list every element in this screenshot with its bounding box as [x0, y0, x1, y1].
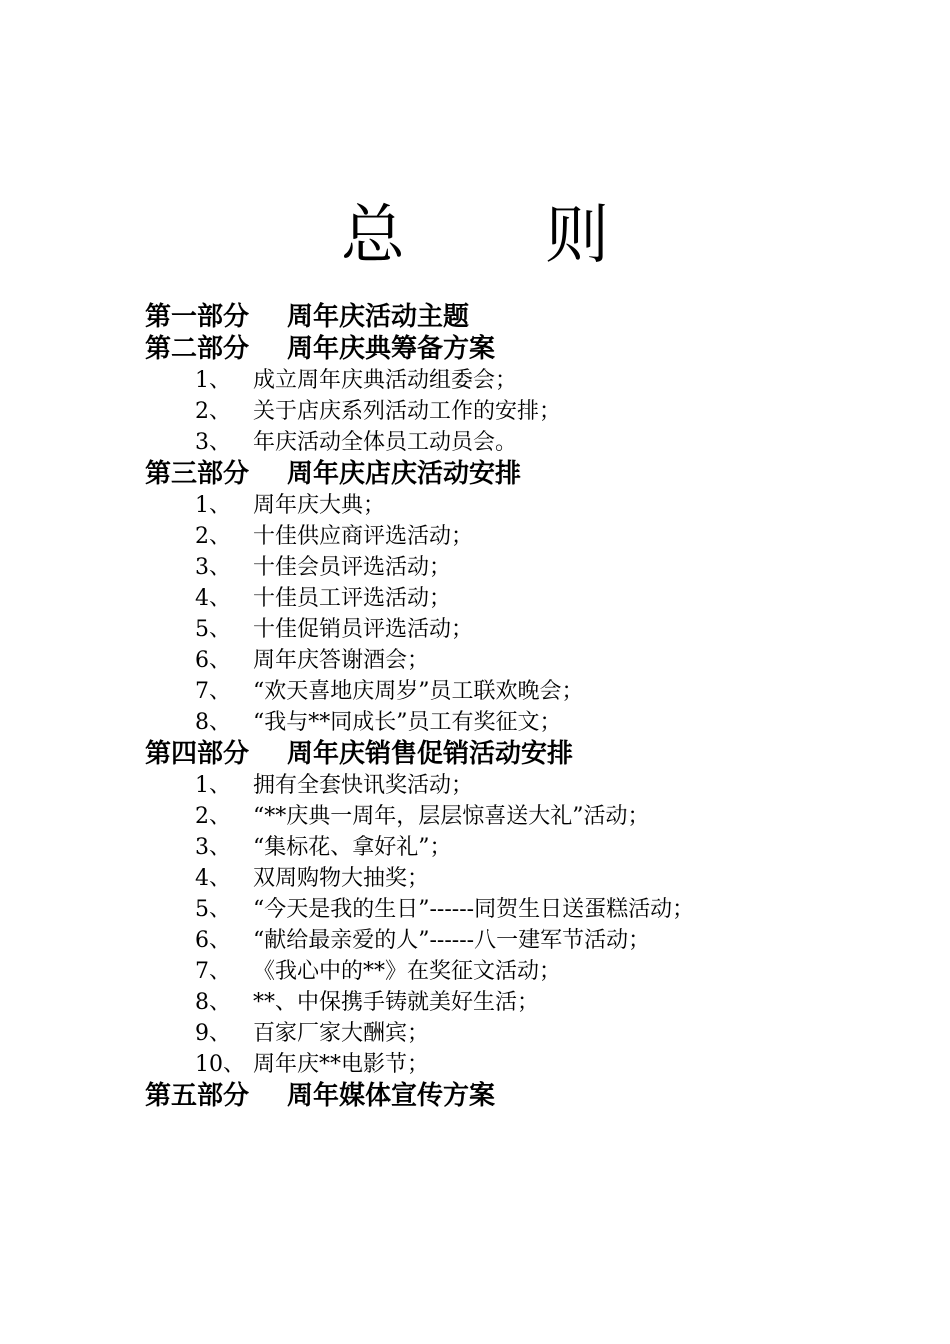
section-title: 周年庆店庆活动安排: [287, 459, 522, 489]
list-item-text: “集标花、拿好礼”；: [253, 835, 452, 860]
list-item-number: 9、: [195, 1021, 231, 1046]
list-item-text: 《我心中的**》在奖征文活动；: [253, 959, 562, 984]
list-item: [145, 427, 865, 458]
list-item-text: “**庆典一周年，层层惊喜送大礼”活动；: [253, 804, 650, 829]
list-item-text: 十佳员工评选活动；: [253, 586, 452, 611]
toc-section: [145, 738, 865, 1080]
section-title: 周年媒体宣传方案: [287, 1081, 496, 1111]
list-item: [145, 987, 865, 1018]
section-item-list: [145, 770, 865, 1080]
list-item-number: 2、: [195, 804, 231, 829]
list-item: [145, 583, 865, 614]
list-item-text: 拥有全套快讯奖活动；: [253, 773, 474, 798]
list-item-number: 5、: [195, 617, 231, 642]
list-item-number: 2、: [195, 399, 231, 424]
section-part-label: 第四部分: [145, 739, 250, 769]
list-item-number: 6、: [195, 648, 231, 673]
page-title: 总 则: [340, 199, 670, 273]
list-item: [145, 645, 865, 676]
section-part-label: 第二部分: [145, 334, 250, 364]
toc-section: [145, 458, 865, 738]
toc-section: [145, 301, 865, 333]
list-item: [145, 925, 865, 956]
list-item-text: 百家厂家大酬宾；: [253, 1021, 430, 1046]
list-item-number: 7、: [195, 959, 231, 984]
section-part-label: 第三部分: [145, 459, 250, 489]
section-title: 周年庆销售促销活动安排: [287, 739, 574, 769]
list-item: [145, 1049, 865, 1080]
list-item: [145, 956, 865, 987]
list-item-text: 十佳供应商评选活动；: [253, 524, 474, 549]
list-item: [145, 396, 865, 427]
toc-section: [145, 333, 865, 458]
section-heading: [145, 333, 865, 365]
list-item-text: “献给最亲爱的人”------八一建军节活动；: [253, 928, 651, 953]
list-item: [145, 707, 865, 738]
list-item: [145, 676, 865, 707]
list-item-text: “欢天喜地庆周岁”员工联欢晚会；: [253, 679, 584, 704]
list-item-number: 4、: [195, 866, 231, 891]
section-heading: [145, 301, 865, 333]
list-item: [145, 801, 865, 832]
section-title: 周年庆典筹备方案: [287, 334, 496, 364]
section-heading: [145, 738, 865, 770]
list-item-text: 周年庆答谢酒会；: [253, 648, 430, 673]
section-heading: [145, 1080, 865, 1112]
section-part-label: 第五部分: [145, 1081, 250, 1111]
list-item-number: 2、: [195, 524, 231, 549]
list-item: [145, 614, 865, 645]
section-title: 周年庆活动主题: [287, 302, 470, 332]
list-item-text: 十佳会员评选活动；: [253, 555, 452, 580]
list-item-text: 关于店庆系列活动工作的安排；: [253, 399, 562, 424]
list-item-text: “今天是我的生日”------同贺生日送蛋糕活动；: [253, 897, 695, 922]
list-item-text: 年庆活动全体员工动员会。: [253, 430, 518, 455]
list-item-number: 7、: [195, 679, 231, 704]
list-item: [145, 863, 865, 894]
list-item-number: 6、: [195, 928, 231, 953]
list-item-number: 1、: [195, 773, 231, 798]
list-item-text: **、中保携手铸就美好生活；: [253, 990, 540, 1015]
list-item-number: 10、: [195, 1052, 245, 1077]
list-item-number: 5、: [195, 897, 231, 922]
list-item-number: 8、: [195, 710, 231, 735]
section-heading: [145, 458, 865, 490]
table-of-contents: [145, 301, 865, 1112]
section-part-label: 第一部分: [145, 302, 250, 332]
list-item-text: 成立周年庆典活动组委会；: [253, 368, 518, 393]
section-item-list: [145, 365, 865, 458]
list-item: [145, 770, 865, 801]
list-item-number: 4、: [195, 586, 231, 611]
section-item-list: [145, 490, 865, 738]
list-item-number: 1、: [195, 493, 231, 518]
list-item-number: 3、: [195, 835, 231, 860]
list-item: [145, 1018, 865, 1049]
list-item-text: 周年庆大典；: [253, 493, 386, 518]
list-item: [145, 832, 865, 863]
list-item-number: 3、: [195, 555, 231, 580]
list-item-text: 十佳促销员评选活动；: [253, 617, 474, 642]
list-item-text: 双周购物大抽奖；: [253, 866, 430, 891]
list-item-text: “我与**同成长”员工有奖征文；: [253, 710, 562, 735]
list-item: [145, 521, 865, 552]
list-item-number: 1、: [195, 368, 231, 393]
list-item: [145, 894, 865, 925]
list-item-number: 8、: [195, 990, 231, 1015]
list-item: [145, 365, 865, 396]
toc-section: [145, 1080, 865, 1112]
list-item: [145, 552, 865, 583]
list-item: [145, 490, 865, 521]
list-item-number: 3、: [195, 430, 231, 455]
list-item-text: 周年庆**电影节；: [253, 1052, 430, 1077]
